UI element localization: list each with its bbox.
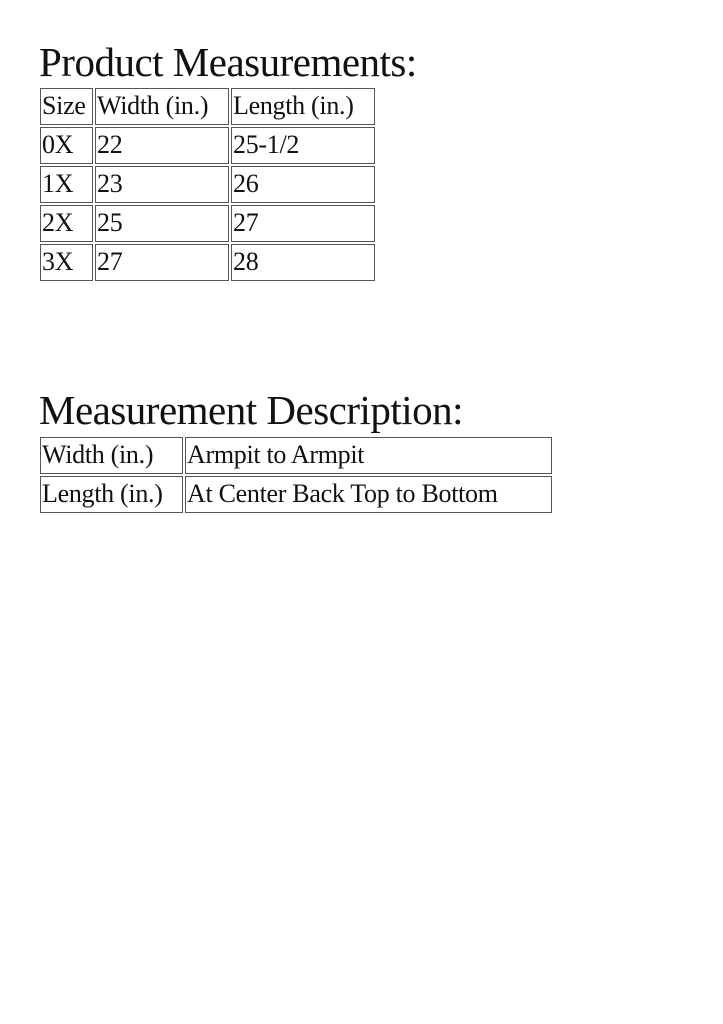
product-measurements-title: Product Measurements:	[39, 39, 417, 85]
width-cell: 27	[95, 244, 229, 281]
width-cell: 25	[95, 205, 229, 242]
measurement-description-table	[38, 435, 554, 515]
width-cell: 22	[95, 127, 229, 164]
measure-name-cell: Length (in.)	[40, 476, 183, 513]
product-measurements-table	[38, 86, 377, 283]
table-row	[40, 437, 552, 474]
size-cell: 3X	[40, 244, 93, 281]
length-cell: 28	[231, 244, 375, 281]
length-cell: 25-1/2	[231, 127, 375, 164]
measure-name-cell: Width (in.)	[40, 437, 183, 474]
size-cell: 0X	[40, 127, 93, 164]
header-cell-width: Width (in.)	[95, 88, 229, 125]
table-row	[40, 166, 375, 203]
length-cell: 26	[231, 166, 375, 203]
table-row	[40, 127, 375, 164]
length-cell: 27	[231, 205, 375, 242]
table-row	[40, 205, 375, 242]
table-header-row	[40, 88, 375, 125]
measurement-description-title: Measurement Description:	[39, 387, 464, 433]
width-cell: 23	[95, 166, 229, 203]
table-row	[40, 244, 375, 281]
header-cell-length: Length (in.)	[231, 88, 375, 125]
table-row	[40, 476, 552, 513]
header-cell-size: Size	[40, 88, 93, 125]
measure-description-cell: At Center Back Top to Bottom	[185, 476, 552, 513]
measure-description-cell: Armpit to Armpit	[185, 437, 552, 474]
size-cell: 2X	[40, 205, 93, 242]
size-cell: 1X	[40, 166, 93, 203]
